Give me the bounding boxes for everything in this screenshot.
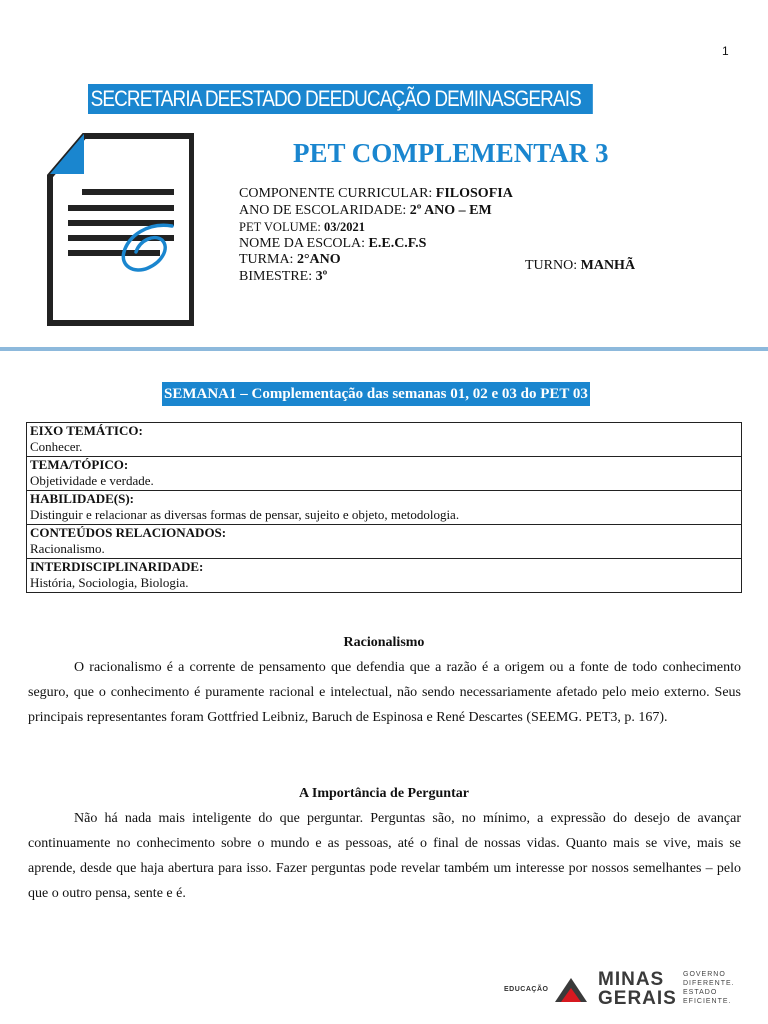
table-cell xyxy=(27,423,742,457)
componente-row xyxy=(239,186,513,203)
ano-row xyxy=(239,203,513,220)
school-info xyxy=(239,186,513,285)
table-row xyxy=(27,559,742,593)
volume-label: PET VOLUME: xyxy=(239,220,321,234)
footer-minas: MINAS xyxy=(598,969,665,990)
table-row-value: Racionalismo. xyxy=(30,541,105,556)
footer-gov-line: ESTADO xyxy=(683,989,718,996)
table-row-label: CONTEÚDOS RELACIONADOS: xyxy=(30,525,227,540)
week-heading: SEMANA1 – Complementação das semanas 01, 02 e 03 do PET 03 xyxy=(162,382,590,406)
minas-gerais-logo-icon xyxy=(553,974,589,1004)
table-cell xyxy=(27,525,742,559)
ano-value: 2º ANO – EM xyxy=(409,202,492,218)
escola-label: NOME DA ESCOLA: xyxy=(239,235,366,251)
section-title-racionalismo: Racionalismo xyxy=(343,635,425,650)
turno-value: MANHÃ xyxy=(580,258,636,273)
table-cell xyxy=(27,559,742,593)
turno-label: TURNO: xyxy=(525,258,578,273)
paragraph-perguntar: Não há nada mais inteligente do que perguntar. Perguntas são, no mínimo, a expressão do desejo de avançar continuamente no conhecimento sobre o mundo e as pessoas, até o final de nossas vidas. Quanto mais se vive, mais se aprende, desde que haja abertura para isso. Fazer perguntas pode revelar também um interesse por nossos semelhantes – pelo que o outro pensa, sente e é. xyxy=(28,811,741,901)
table-cell xyxy=(27,491,742,525)
document-icon xyxy=(44,128,194,333)
table-cell xyxy=(27,457,742,491)
header-divider xyxy=(0,347,768,351)
bimestre-label: BIMESTRE: xyxy=(239,268,313,284)
footer-gerais: GERAIS xyxy=(598,988,677,1009)
componente-value: FILOSOFIA xyxy=(435,186,513,201)
table-row-label: EIXO TEMÁTICO: xyxy=(30,423,143,438)
table-row xyxy=(27,457,742,491)
table-row xyxy=(27,423,742,457)
bimestre-value: 3º xyxy=(315,268,328,284)
turno-row xyxy=(525,258,635,274)
footer-educacao-label: EDUCAÇÃO xyxy=(504,986,549,993)
table-row xyxy=(27,491,742,525)
volume-value: 03/2021 xyxy=(323,220,365,234)
footer-gov-line: DIFERENTE. xyxy=(683,980,735,987)
table-row-value: Conhecer. xyxy=(30,439,83,454)
page-number: 1 xyxy=(722,44,729,58)
paragraph-racionalismo: O racionalismo é a corrente de pensamento que defendia que a razão é a origem ou a fonte de todo conhecimento seguro, que o conhecimento é puramente racional e intelectual, não sendo necessariamente afetado pelo meio externo. Seus principais representantes foram Gottfried Leibniz, Baruch de Espinosa e René Descartes (SEEMG. PET3, p. 167). xyxy=(28,660,741,725)
table-row-label: INTERDISCIPLINARIDADE: xyxy=(30,559,204,574)
turma-label: TURMA: xyxy=(239,252,294,267)
curriculum-table xyxy=(26,422,742,593)
table-row-value: Objetividade e verdade. xyxy=(30,473,154,488)
componente-label: COMPONENTE CURRICULAR: xyxy=(239,186,433,201)
page-title: PET COMPLEMENTAR 3 xyxy=(293,138,609,168)
section-title-perguntar: A Importância de Perguntar xyxy=(299,786,469,801)
escola-value: E.E.C.F.S xyxy=(368,235,427,251)
turma-value: 2°ANO xyxy=(296,252,341,267)
ano-label: ANO DE ESCOLARIDADE: xyxy=(239,202,407,218)
turma-row xyxy=(239,252,513,269)
table-row-label: TEMA/TÓPICO: xyxy=(30,457,129,472)
table-row-value: História, Sociologia, Biologia. xyxy=(30,575,189,590)
table-row-value: Distinguir e relacionar as diversas formas de pensar, sujeito e objeto, metodologia. xyxy=(30,507,460,522)
secretaria-banner: SECRETARIA DEESTADO DEEDUCAÇÃO DEMINASGERAIS xyxy=(88,84,593,114)
table-row-label: HABILIDADE(S): xyxy=(30,491,135,506)
escola-row xyxy=(239,236,513,253)
volume-row xyxy=(239,219,513,236)
footer-gov-line: GOVERNO xyxy=(683,971,726,978)
footer-gov-line: EFICIENTE. xyxy=(683,998,732,1005)
table-row xyxy=(27,525,742,559)
bimestre-row xyxy=(239,269,513,286)
